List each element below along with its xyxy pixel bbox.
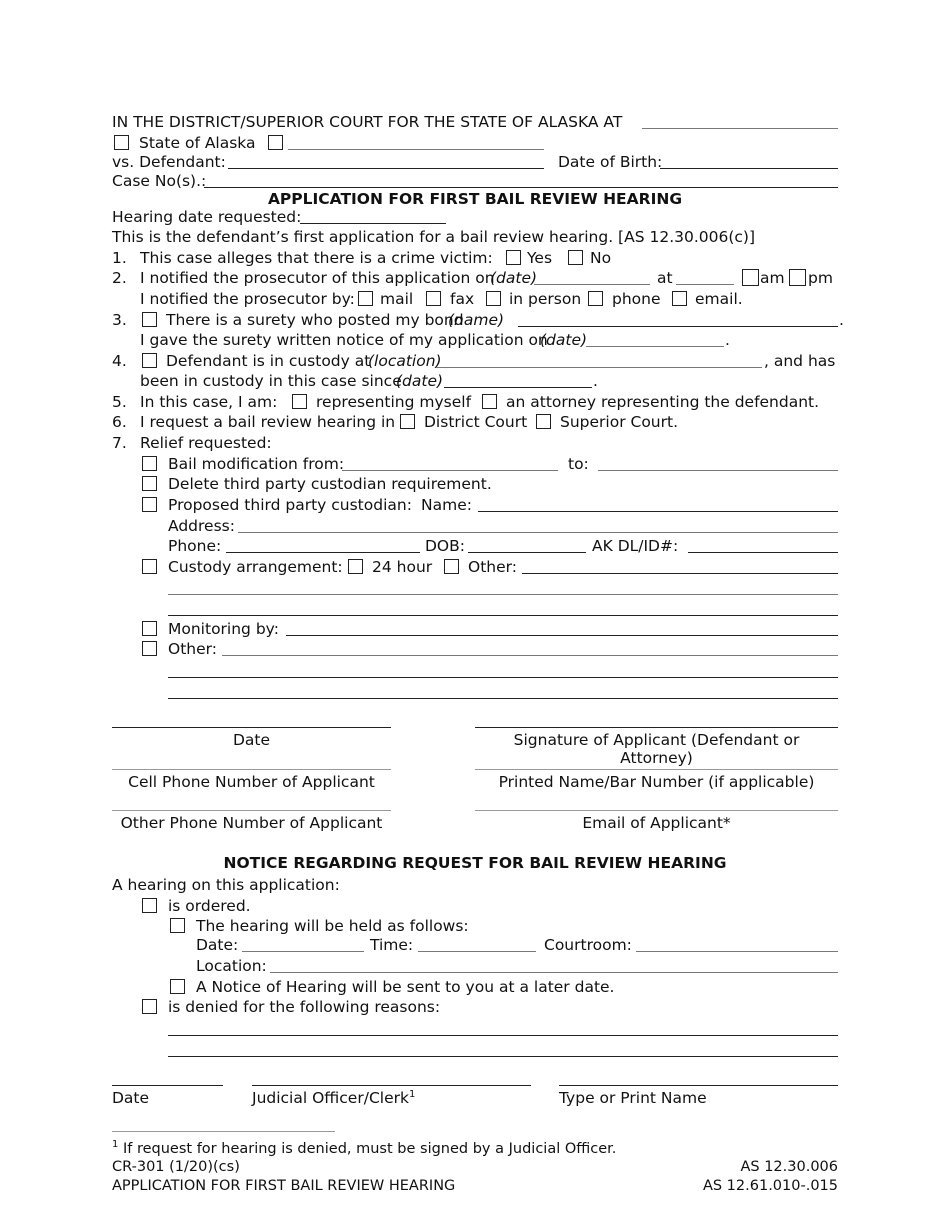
item-number: 5. (112, 393, 127, 411)
item-7-text: Relief requested: (140, 434, 272, 452)
defendant-label: vs. Defendant: (112, 153, 226, 171)
custodian-phone-field[interactable] (226, 536, 420, 553)
date-signature-line[interactable] (112, 727, 391, 728)
relief-other-checkbox[interactable] (142, 641, 157, 656)
hearing-date-field[interactable] (300, 207, 446, 224)
delete-custodian-label: Delete third party custodian requirement. (168, 475, 492, 493)
name-hint: (name) (448, 311, 505, 329)
form-title-footer: APPLICATION FOR FIRST BAIL REVIEW HEARING (112, 1178, 456, 1194)
applicant-signature-line[interactable] (475, 727, 838, 728)
hearing-location-field[interactable] (270, 956, 838, 973)
held-label: The hearing will be held as follows: (196, 917, 469, 935)
relief-proposed (112, 495, 838, 515)
notice-title: NOTICE REGARDING REQUEST FOR BAIL REVIEW HEARING (223, 854, 727, 872)
state-label: State of Alaska (139, 134, 256, 152)
email-caption: Email of Applicant* (582, 814, 731, 832)
fax-checkbox[interactable] (426, 291, 441, 306)
victim-yes-checkbox[interactable] (506, 250, 521, 265)
location-label: Location: (196, 957, 267, 975)
bail-modification-checkbox[interactable] (142, 456, 157, 471)
signature-caption: Signature of Applicant (Defendant or Attorney) (513, 731, 800, 767)
surety-text: There is a surety who posted my bond (166, 311, 464, 329)
date-caption: Date (232, 731, 271, 749)
custody-other-field[interactable] (522, 557, 838, 574)
courtroom-field[interactable] (636, 935, 838, 952)
location-hint: (location) (368, 352, 442, 370)
item-2-method (112, 289, 838, 309)
self-checkbox[interactable] (292, 394, 307, 409)
custody-extra-line[interactable] (168, 599, 838, 616)
intro-text: This is the defendant’s first application for a bail review hearing. [AS 12.30.006(c)] (112, 228, 756, 246)
judicial-date-caption: Date (112, 1089, 150, 1107)
cell-phone-line[interactable] (112, 769, 391, 770)
cell-phone-caption: Cell Phone Number of Applicant (128, 773, 375, 791)
relief-other (112, 639, 838, 659)
footnote-number: 1 (112, 1139, 119, 1150)
bail-from-field[interactable] (342, 454, 558, 471)
notice-intro (112, 875, 838, 895)
custodian-name-field[interactable] (478, 495, 838, 512)
custody-location-field[interactable] (436, 351, 762, 368)
in-person-label: in person (509, 290, 582, 308)
case-field[interactable] (204, 171, 838, 188)
dob-label: Date of Birth: (558, 153, 663, 171)
item-2 (112, 268, 838, 288)
notice-denied (112, 997, 838, 1017)
surety-notice-text: I gave the surety written notice of my application on (140, 331, 548, 349)
superior-court-label: Superior Court. (560, 413, 679, 431)
notice-intro-text: A hearing on this application: (112, 876, 340, 894)
other-party-checkbox[interactable] (268, 135, 283, 150)
no-label: No (590, 249, 612, 267)
case-label: Case No(s).: (112, 172, 207, 190)
printed-name-caption: Printed Name/Bar Number (if applicable) (498, 773, 815, 791)
dob-field[interactable] (660, 152, 838, 169)
ordered-checkbox[interactable] (142, 898, 157, 913)
monitoring-field[interactable] (286, 619, 838, 636)
item-number: 3. (112, 311, 127, 329)
pm-label: pm (808, 269, 833, 287)
district-court-checkbox[interactable] (400, 414, 415, 429)
item-3-notice (112, 330, 838, 350)
and-has-text: , and has (764, 352, 836, 370)
hearing-time-field[interactable] (418, 935, 536, 952)
period: . (839, 311, 844, 329)
item-1 (112, 248, 838, 268)
attorney-checkbox[interactable] (482, 394, 497, 409)
relief-address (112, 516, 838, 536)
court-line (112, 112, 838, 132)
printed-name-line[interactable] (475, 769, 838, 770)
superior-court-checkbox[interactable] (536, 414, 551, 429)
hearing-date-label: Hearing date requested: (112, 208, 302, 226)
item-number: 6. (112, 413, 127, 431)
bail-modification-label: Bail modification from: (168, 455, 345, 473)
item-5-text: In this case, I am: (140, 393, 278, 411)
date-hint: (date) (396, 372, 444, 390)
period: . (725, 331, 730, 349)
pm-checkbox[interactable] (789, 269, 806, 286)
email-checkbox[interactable] (672, 291, 687, 306)
date-hint: (date) (490, 269, 538, 287)
mail-checkbox[interactable] (358, 291, 373, 306)
judicial-officer-line[interactable] (252, 1085, 531, 1086)
date-label: Date: (196, 936, 239, 954)
victim-no-checkbox[interactable] (568, 250, 583, 265)
to-label: to: (568, 455, 589, 473)
notice-ordered (112, 896, 838, 916)
intro-line (112, 227, 838, 247)
judicial-officer-text: Judicial Officer/Clerk (252, 1089, 409, 1108)
self-label: representing myself (316, 393, 472, 411)
item-4-since (112, 371, 838, 391)
notice-location (112, 956, 838, 976)
other-label: Other: (168, 640, 217, 658)
judicial-date-line[interactable] (112, 1085, 223, 1086)
custody-checkbox[interactable] (142, 353, 157, 368)
date-hint: (date) (540, 331, 588, 349)
footnote-text: If request for hearing is denied, must be signed by a Judicial Officer. (118, 1140, 617, 1157)
footnote-separator (112, 1131, 335, 1132)
footnote-marker: 1 (408, 1089, 416, 1100)
surety-notice-date-field[interactable] (586, 330, 724, 347)
custody-arrangement-checkbox[interactable] (142, 559, 157, 574)
state-checkbox[interactable] (114, 135, 129, 150)
am-label: am (760, 269, 785, 287)
footnote (112, 1139, 616, 1157)
hearing-date-field[interactable] (242, 935, 364, 952)
custody-arrangement-label: Custody arrangement: (168, 558, 343, 576)
proposed-custodian-label: Proposed third party custodian: (168, 496, 412, 514)
surety-checkbox[interactable] (142, 312, 157, 327)
item-1-text: This case alleges that there is a crime victim: (140, 249, 493, 267)
item-number: 4. (112, 352, 127, 370)
relief-delete (112, 474, 838, 494)
other-phone-line[interactable] (112, 810, 391, 811)
custody-since-field[interactable] (444, 371, 592, 388)
defendant-line (112, 152, 838, 172)
page-title: APPLICATION FOR FIRST BAIL REVIEW HEARING (267, 190, 683, 208)
custody-text: Defendant is in custody at (166, 352, 371, 370)
address-label: Address: (168, 517, 235, 535)
notify-time-field[interactable] (676, 268, 734, 285)
custodian-akdl-field[interactable] (688, 536, 838, 553)
other-phone-caption: Other Phone Number of Applicant (120, 814, 383, 832)
akdl-label: AK DL/ID#: (592, 537, 679, 555)
h24-label: 24 hour (372, 558, 433, 576)
period: . (593, 372, 598, 390)
attorney-label: an attorney representing the defendant. (506, 393, 820, 411)
item-number: 1. (112, 249, 127, 267)
form-number: CR-301 (1/20)(cs) (112, 1159, 240, 1175)
custodian-dob-field[interactable] (468, 536, 586, 553)
item-4 (112, 351, 838, 371)
email-label: email. (695, 290, 743, 308)
court-heading: IN THE DISTRICT/SUPERIOR COURT FOR THE STATE OF ALASKA AT (112, 113, 623, 131)
relief-custody (112, 557, 838, 577)
relief-other-field[interactable] (222, 639, 838, 656)
notice-later (112, 977, 838, 997)
district-court-label: District Court (424, 413, 528, 431)
in-person-checkbox[interactable] (486, 291, 501, 306)
surety-name-field[interactable] (518, 310, 838, 327)
item-6-text: I request a bail review hearing in (140, 413, 396, 431)
delete-custodian-checkbox[interactable] (142, 476, 157, 491)
case-line (112, 171, 838, 191)
item-number: 7. (112, 434, 127, 452)
custody-since-text: been in custody in this case since (140, 372, 402, 390)
other-party-field[interactable] (288, 133, 544, 150)
denied-reason-line[interactable] (168, 1040, 838, 1057)
item-5 (112, 392, 838, 412)
custodian-address-field[interactable] (238, 516, 838, 533)
type-name-caption: Type or Print Name (559, 1089, 707, 1107)
courtroom-label: Courtroom: (544, 936, 632, 954)
proposed-custodian-checkbox[interactable] (142, 497, 157, 512)
am-checkbox[interactable] (742, 269, 759, 286)
monitoring-label: Monitoring by: (168, 620, 279, 638)
statute-ref-2: AS 12.61.010-.015 (702, 1178, 838, 1194)
item-number: 2. (112, 269, 127, 287)
phone-label: phone (612, 290, 661, 308)
ordered-label: is ordered. (168, 897, 251, 915)
court-location-field[interactable] (642, 112, 838, 129)
custody-extra-line[interactable] (168, 578, 838, 595)
held-checkbox[interactable] (170, 918, 185, 933)
notice-held (112, 916, 838, 936)
phone-checkbox[interactable] (588, 291, 603, 306)
bail-to-field[interactable] (598, 454, 838, 471)
other-label: Other: (468, 558, 517, 576)
dob-label: DOB: (425, 537, 465, 555)
monitoring-checkbox[interactable] (142, 621, 157, 636)
notify-date-field[interactable] (534, 268, 650, 285)
h24-checkbox[interactable] (348, 559, 363, 574)
denied-checkbox[interactable] (142, 999, 157, 1014)
later-label: A Notice of Hearing will be sent to you at a later date. (196, 978, 615, 996)
fax-label: fax (450, 290, 475, 308)
phone-label: Phone: (168, 537, 222, 555)
item-3 (112, 310, 844, 330)
relief-other-line[interactable] (168, 661, 838, 678)
item-7 (112, 433, 838, 453)
yes-label: Yes (527, 249, 553, 267)
defendant-field[interactable] (228, 152, 544, 169)
relief-phone (112, 536, 838, 556)
statute-ref-1: AS 12.30.006 (740, 1159, 838, 1175)
time-label: Time: (370, 936, 414, 954)
at-label: at (657, 269, 673, 287)
item-2-text: I notified the prosecutor of this application on (140, 269, 495, 287)
denied-label: is denied for the following reasons: (168, 998, 441, 1016)
notify-method-text: I notified the prosecutor by: (140, 290, 355, 308)
denied-reason-line[interactable] (168, 1019, 838, 1036)
item-6 (112, 412, 838, 432)
name-label: Name: (421, 496, 472, 514)
later-checkbox[interactable] (170, 979, 185, 994)
custody-other-checkbox[interactable] (444, 559, 459, 574)
email-line[interactable] (475, 810, 838, 811)
parties-line (112, 133, 838, 153)
type-name-line[interactable] (559, 1085, 838, 1086)
relief-monitoring (112, 619, 838, 639)
hearing-date-line (112, 207, 838, 227)
mail-label: mail (380, 290, 414, 308)
notice-schedule (112, 935, 838, 955)
relief-other-line[interactable] (168, 682, 838, 699)
relief-bail (112, 454, 838, 474)
judicial-officer-caption (252, 1089, 415, 1107)
